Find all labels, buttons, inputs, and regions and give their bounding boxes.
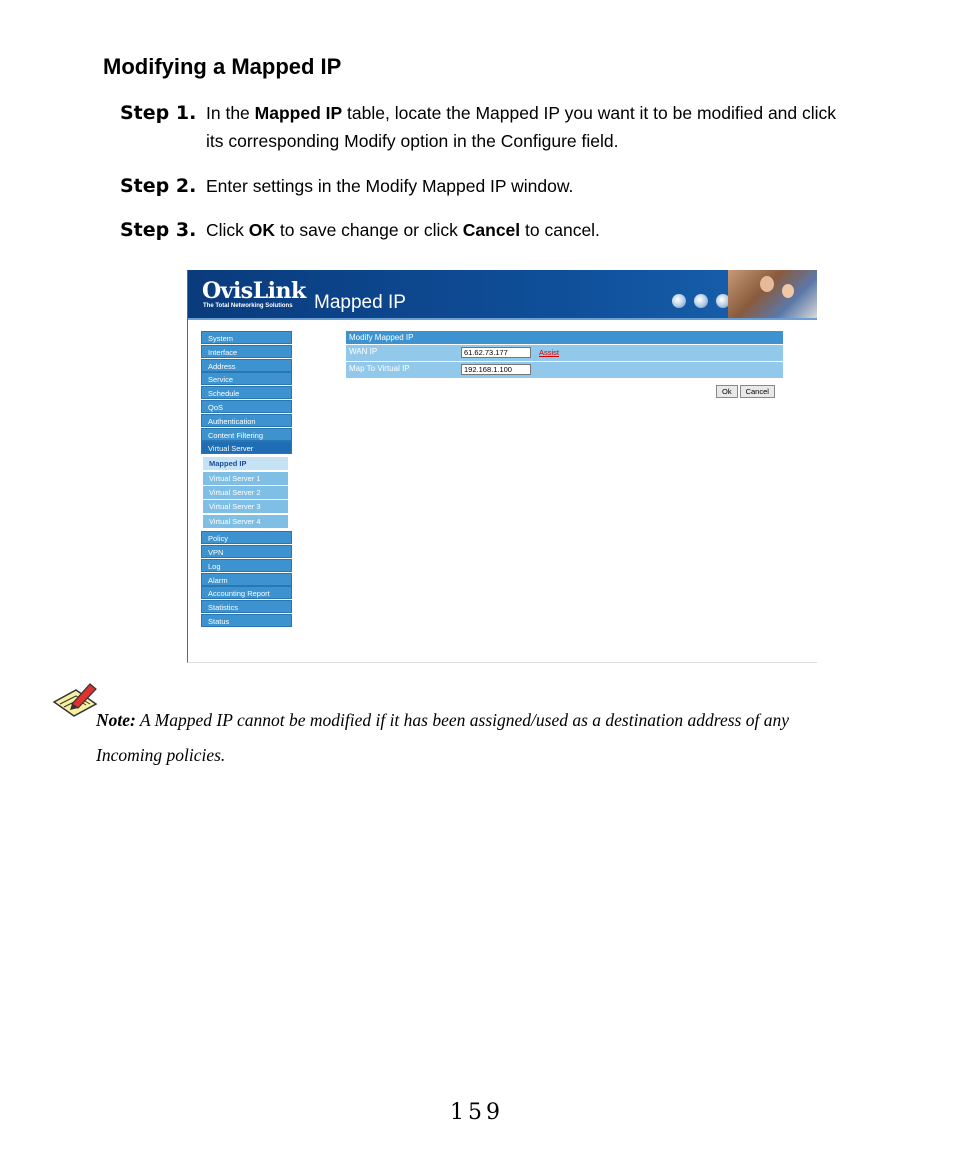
subnav-item-virtual-server-1[interactable]: Virtual Server 1: [203, 472, 288, 485]
step-1: Step 1. In the Mapped IP table, locate the Mapped IP you want it to be modified and click its corresponding Modify option in the Configure field.: [120, 99, 836, 155]
nav-item-virtual-server[interactable]: Virtual Server: [201, 441, 292, 454]
map-to-virtual-ip-row: [346, 362, 783, 378]
note-line2: Incoming policies.: [96, 745, 226, 765]
wan-ip-row: [346, 345, 783, 361]
nav-item-service[interactable]: Service: [201, 372, 292, 385]
map-to-virtual-ip-label: Map To Virtual IP: [349, 364, 410, 373]
nav-item-statistics[interactable]: Statistics: [201, 600, 292, 613]
nav-item-address[interactable]: Address: [201, 359, 292, 372]
person-icon: [760, 276, 774, 292]
nav-item-system[interactable]: System: [201, 331, 292, 344]
router-screenshot: [187, 270, 817, 663]
subnav-item-virtual-server-4[interactable]: Virtual Server 4: [203, 515, 288, 528]
note: [96, 703, 896, 773]
logo-tagline: The Total Networking Solutions: [203, 303, 293, 309]
globe-icon: [672, 294, 686, 308]
step-label: Step 1.: [120, 102, 197, 124]
nav-item-schedule[interactable]: Schedule: [201, 386, 292, 399]
form-buttons: [714, 381, 775, 399]
modify-mapped-ip-form: [346, 331, 783, 378]
subnav-item-mapped-ip[interactable]: Mapped IP: [203, 457, 288, 470]
nav-item-policy[interactable]: Policy: [201, 531, 292, 544]
page-title: Mapped IP: [314, 292, 406, 313]
assist-link[interactable]: Assist: [539, 348, 560, 357]
map-to-virtual-ip-input[interactable]: [461, 364, 531, 375]
banner-photo: [728, 270, 817, 318]
wan-ip-label: WAN IP: [349, 347, 378, 356]
note-pencil-icon: [52, 680, 98, 720]
nav-item-qos[interactable]: QoS: [201, 400, 292, 413]
banner: [188, 270, 817, 318]
person-icon: [782, 284, 794, 298]
step-label: Step 2.: [120, 175, 197, 197]
nav-item-log[interactable]: Log: [201, 559, 292, 572]
page-number: 159: [450, 1100, 504, 1125]
nav-item-content-filtering[interactable]: Content Filtering: [201, 428, 292, 441]
note-label: Note:: [96, 710, 136, 730]
step-2: Step 2. Enter settings in the Modify Mapped IP window.: [120, 172, 573, 200]
ok-button[interactable]: Ok: [716, 385, 738, 398]
form-header: Modify Mapped IP: [346, 331, 783, 344]
nav-item-interface[interactable]: Interface: [201, 345, 292, 358]
cancel-button[interactable]: Cancel: [740, 385, 775, 398]
nav-item-alarm[interactable]: Alarm: [201, 573, 292, 586]
banner-divider: [188, 318, 817, 320]
wan-ip-input[interactable]: [461, 347, 531, 358]
step-label: Step 3.: [120, 219, 197, 241]
nav-item-vpn[interactable]: VPN: [201, 545, 292, 558]
subnav-item-virtual-server-3[interactable]: Virtual Server 3: [203, 500, 288, 513]
section-heading: Modifying a Mapped IP: [103, 54, 342, 79]
step-1-line2: its corresponding Modify option in the Configure field.: [206, 131, 619, 151]
note-line1: Note: A Mapped IP cannot be modified if it has been assigned/used as a destination address of any: [96, 710, 789, 730]
step-3: Step 3. Click OK to save change or click Cancel to cancel.: [120, 216, 600, 244]
nav-item-authentication[interactable]: Authentication: [201, 414, 292, 427]
globe-icon: [694, 294, 708, 308]
ovislink-logo: OvisLink: [202, 278, 306, 304]
nav-item-accounting-report[interactable]: Accounting Report: [201, 586, 292, 599]
sidebar-nav: [201, 331, 292, 628]
nav-item-status[interactable]: Status: [201, 614, 292, 627]
subnav-item-virtual-server-2[interactable]: Virtual Server 2: [203, 486, 288, 499]
